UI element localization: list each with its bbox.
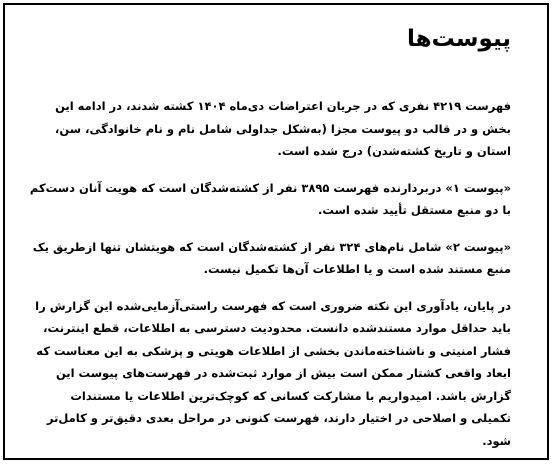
paragraph-appendix-1: «پیوست ۱» دربردارنده فهرست ۳۸۹۵ نفر از کشته‌شدگان است که هویت آنان دست‌کم با دو منبع مستقل تأیید شده است. <box>29 180 511 217</box>
paragraph-conclusion: در پایان، یادآوری این نکته ضروری است که فهرست راستی‌آزمایی‌شده این گزارش را باید حداقل موارد مستندشده دانست. محدودیت دسترسی به اطلاعات، قطع اینترنت، فشار امنیتی و ناشناخته‌ماندن بخشی از اطلاعات هویتی و پزشکی به این معناست که ابعاد واقعی کشتار ممکن است بیش از موارد ثبت‌شده در فهرست‌های پیوست این گزارش باشد. امیدواریم با مشارکت کسانی که کوچک‌ترین اطلاعات یا مستندات تکمیلی و اصلاحی در اختیار دارند، فهرست کنونی در مراحل بعدی دقیق‌تر و کامل‌تر شود. <box>35 298 511 448</box>
document-frame <box>3 3 549 460</box>
paragraph-appendix-2: «پیوست ۲» شامل نام‌های ۳۲۴ نفر از کشته‌شدگان است که هویتشان تنها ازطریق یک منبع مستند شده است و یا اطلاعات آن‌ها تکمیل نیست. <box>32 239 511 276</box>
page-title: پیوست‌ها <box>407 26 511 52</box>
document-body <box>27 19 511 466</box>
paragraph-intro: فهرست ۴۲۱۹ نفری که در جریان اعتراضات دی‌ماه ۱۴۰۴ کشته شدند، در ادامه این بخش و در قالب دو پیوست مجزا (به‌شکل جداولی شامل نام و نام خانوادگی، سن، استان و تاریخ کشته‌شدن) درج شده است. <box>55 99 511 158</box>
